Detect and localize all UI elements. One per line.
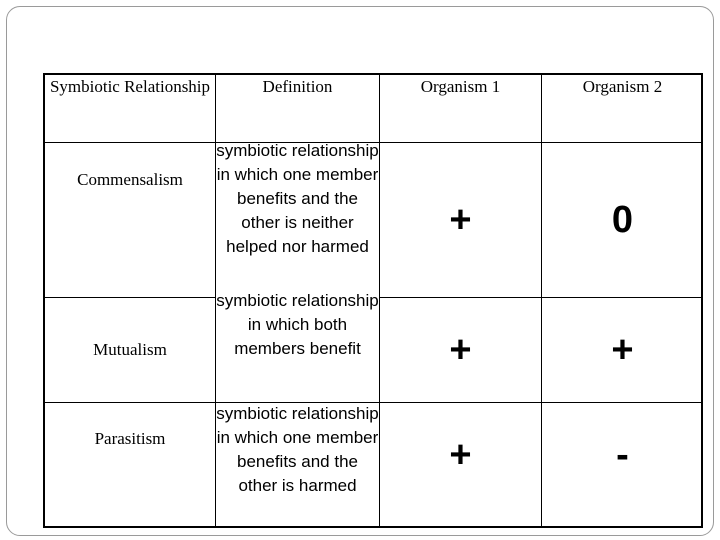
row-commensalism-definition: symbiotic relationship in which one member benefits and the other is neither helped nor harmed: [216, 141, 379, 256]
row-commensalism-label: Commensalism: [77, 170, 183, 189]
row-parasitism-organism-1: +: [449, 433, 472, 476]
header-definition: Definition: [262, 77, 333, 96]
row-mutualism-definition: symbiotic relationship in which both members benefit: [216, 291, 379, 358]
row-parasitism-organism-2: -: [616, 433, 629, 476]
row-parasitism-definition: symbiotic relationship in which one member benefits and the other is harmed: [216, 404, 379, 495]
row-mutualism-organism-2: +: [611, 328, 634, 371]
row-commensalism-organism-2: 0: [611, 198, 634, 241]
row-parasitism-label: Parasitism: [94, 429, 166, 448]
row-mutualism-organism-1: +: [449, 328, 472, 371]
symbiosis-table: [43, 73, 703, 528]
header-organism-2: Organism 2: [582, 77, 663, 96]
header-symbiotic-relationship: Symbiotic Relationship: [49, 77, 211, 96]
slide: [6, 6, 714, 536]
header-organism-1: Organism 1: [420, 77, 501, 96]
row-mutualism-label: Mutualism: [93, 340, 167, 359]
row-commensalism-organism-1: +: [449, 198, 472, 241]
